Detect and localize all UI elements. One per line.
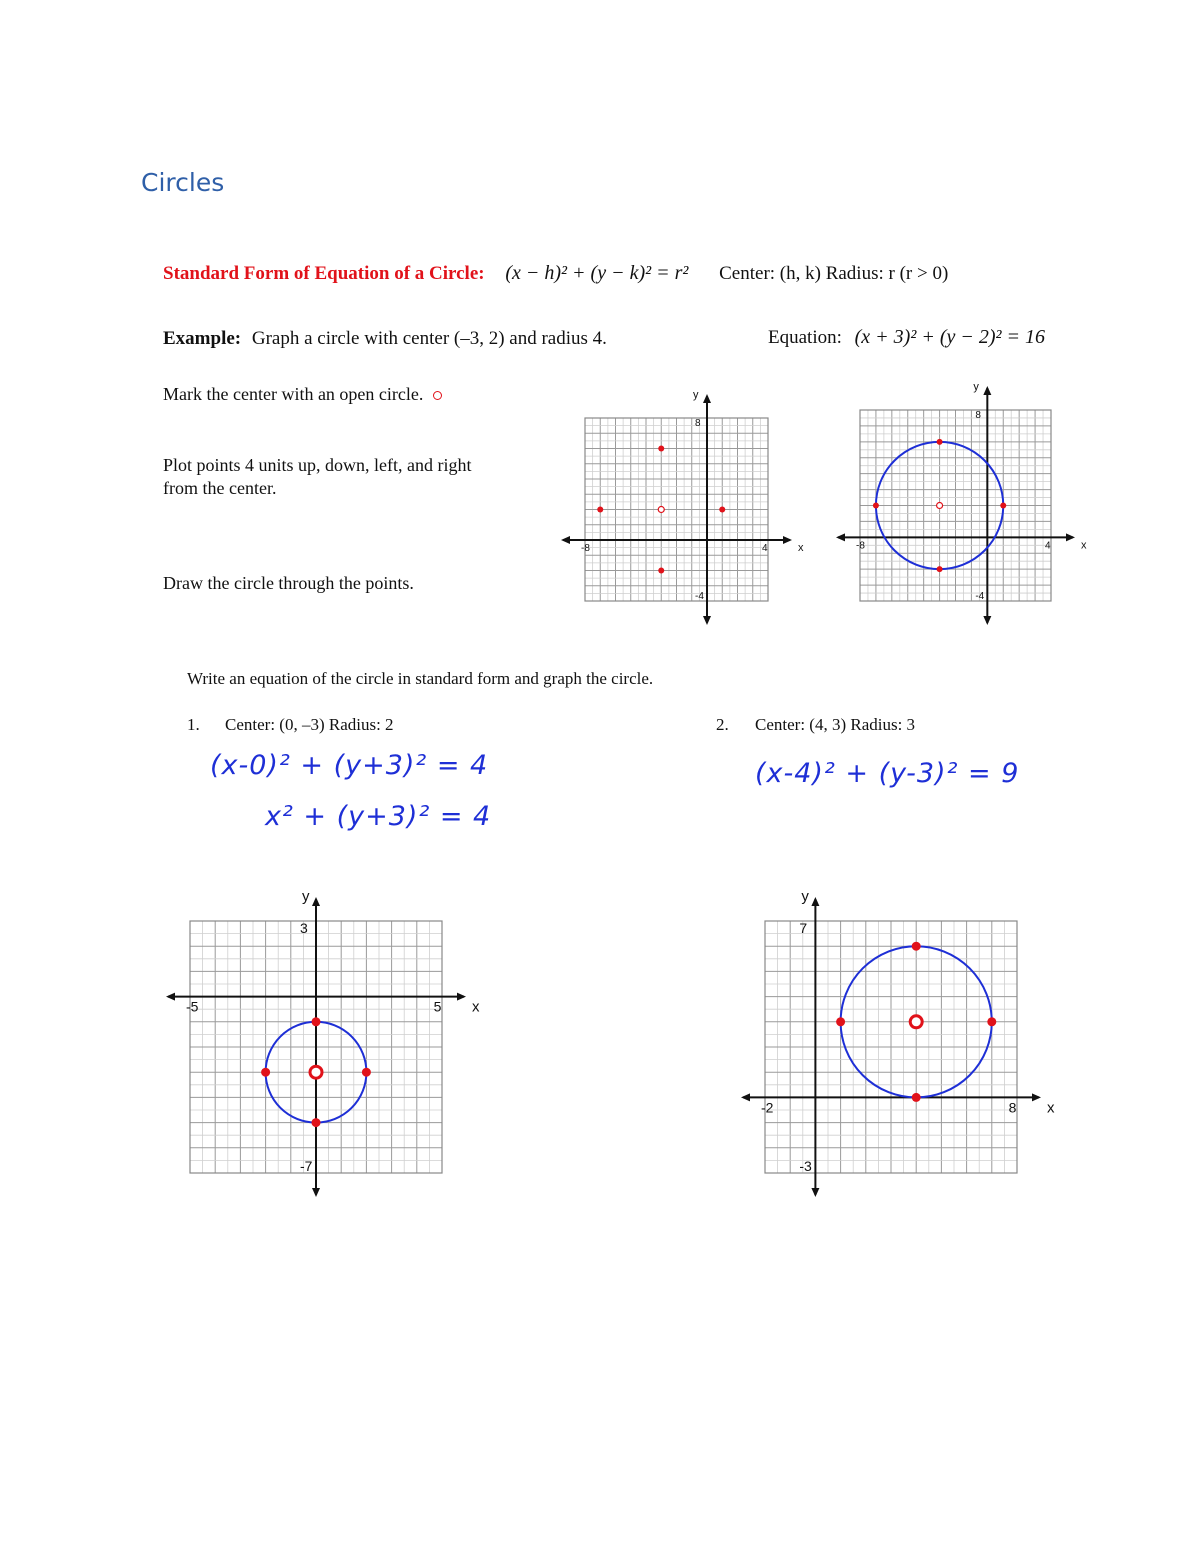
- y-axis-arrow-down: [703, 616, 711, 625]
- problem-1-answer-line-2: x² + (y+3)² = 4: [265, 801, 492, 832]
- example-graph-circle: [836, 380, 1087, 620]
- example-equation: (x + 3)² + (y − 2)² = 16: [854, 326, 1046, 348]
- step-1: [163, 384, 442, 405]
- x-axis-arrow-left: [166, 993, 175, 1001]
- example-text: Graph a circle with center (–3, 2) and radius 4.: [251, 328, 607, 349]
- x-axis-arrow-left: [561, 536, 570, 544]
- y-axis-label: y: [693, 389, 699, 401]
- x-axis-arrow-right: [783, 536, 792, 544]
- plotted-point: [597, 507, 603, 513]
- tick-label-xmax: 8: [1008, 1099, 1017, 1116]
- open-circle-icon: [433, 391, 442, 400]
- tick-label-ymin: -7: [300, 1158, 313, 1174]
- plotted-point: [937, 566, 943, 572]
- plotted-point: [658, 446, 664, 452]
- y-axis-arrow-down: [312, 1188, 320, 1197]
- tick-label-ymin: -4: [975, 591, 985, 602]
- x-axis-label: x: [472, 998, 480, 1016]
- example-equation-line: [768, 326, 1045, 349]
- plotted-point: [912, 942, 921, 951]
- center-open-point: [310, 1066, 322, 1078]
- step-3: Draw the circle through the points.: [163, 573, 414, 593]
- center-open-point: [658, 507, 664, 513]
- plotted-point: [261, 1068, 270, 1077]
- center-open-point: [937, 503, 943, 509]
- example-graph-points: [560, 385, 804, 625]
- x-axis-arrow-right: [457, 993, 466, 1001]
- plotted-point: [836, 1017, 845, 1026]
- problem-2-answer-line-1: (x-4)² + (y-3)² = 9: [755, 758, 1020, 789]
- problem-1-number: 1.: [187, 715, 200, 734]
- tick-label-ymin: -4: [695, 591, 704, 602]
- equation-label: Equation:: [768, 327, 842, 348]
- plotted-point: [362, 1068, 371, 1077]
- problem-2-graph: [735, 880, 1055, 1200]
- y-axis-arrow-down: [811, 1188, 819, 1197]
- problem-1-answer-line-1: (x-0)² + (y+3)² = 4: [210, 750, 489, 781]
- plotted-point: [1000, 503, 1006, 509]
- plotted-point: [312, 1017, 321, 1026]
- example-line: [163, 328, 607, 350]
- y-axis-arrow-up: [811, 897, 819, 906]
- x-axis-arrow-left: [836, 533, 845, 541]
- problem-1-graph: [160, 880, 480, 1200]
- y-axis-label: y: [973, 381, 979, 393]
- page-title: Circles: [141, 168, 225, 197]
- tick-label-xmax: 4: [762, 543, 768, 554]
- tick-label-xmax: 5: [433, 998, 442, 1015]
- plotted-point: [658, 568, 664, 574]
- standard-form-formula: (x − h)² + (y − k)² = r²: [505, 262, 689, 284]
- instruction-text: Write an equation of the circle in standard form and graph the circle.: [187, 669, 654, 688]
- tick-label-xmin: -8: [581, 543, 590, 554]
- step-2-line-2: from the center.: [163, 478, 277, 498]
- tick-label-ymax: 7: [799, 920, 808, 936]
- tick-label-xmin: -8: [856, 540, 865, 552]
- y-axis-label: y: [801, 888, 809, 905]
- step-1-text: Mark the center with an open circle.: [163, 384, 424, 404]
- x-axis-arrow-right: [1066, 533, 1075, 541]
- center-open-point: [910, 1016, 922, 1028]
- plotted-point: [987, 1017, 996, 1026]
- x-axis-label: x: [1047, 1099, 1055, 1117]
- standard-form-label: Standard Form of Equation of a Circle:: [163, 263, 485, 284]
- y-axis-arrow-up: [703, 394, 711, 403]
- problem-1-prompt: Center: (0, –3) Radius: 2: [225, 715, 394, 734]
- step-2-line-1: Plot points 4 units up, down, left, and right: [163, 455, 472, 475]
- tick-label-xmin: -5: [186, 998, 199, 1015]
- plotted-point: [873, 503, 879, 509]
- problem-2-prompt: Center: (4, 3) Radius: 3: [755, 715, 916, 734]
- y-axis-arrow-up: [983, 386, 991, 395]
- x-axis-label: x: [1081, 539, 1087, 552]
- x-axis-label: x: [798, 542, 804, 554]
- tick-label-xmax: 4: [1045, 540, 1051, 552]
- plotted-point: [937, 439, 943, 445]
- y-axis-arrow-down: [983, 616, 991, 625]
- tick-label-ymax: 8: [975, 410, 981, 421]
- x-axis-arrow-left: [741, 1093, 750, 1101]
- tick-label-ymax: 3: [300, 920, 308, 936]
- standard-form-line: [163, 262, 948, 285]
- tick-label-ymin: -3: [799, 1158, 812, 1174]
- y-axis-arrow-up: [312, 897, 320, 906]
- tick-label-xmin: -2: [761, 1099, 774, 1116]
- center-radius-text: Center: (h, k) Radius: r (r > 0): [719, 263, 949, 284]
- y-axis-label: y: [302, 888, 310, 905]
- example-label: Example:: [163, 328, 242, 349]
- plotted-point: [312, 1118, 321, 1127]
- plotted-point: [719, 507, 725, 513]
- tick-label-ymax: 8: [695, 418, 701, 429]
- problem-2-number: 2.: [716, 715, 729, 734]
- x-axis-arrow-right: [1032, 1093, 1041, 1101]
- plotted-point: [912, 1093, 921, 1102]
